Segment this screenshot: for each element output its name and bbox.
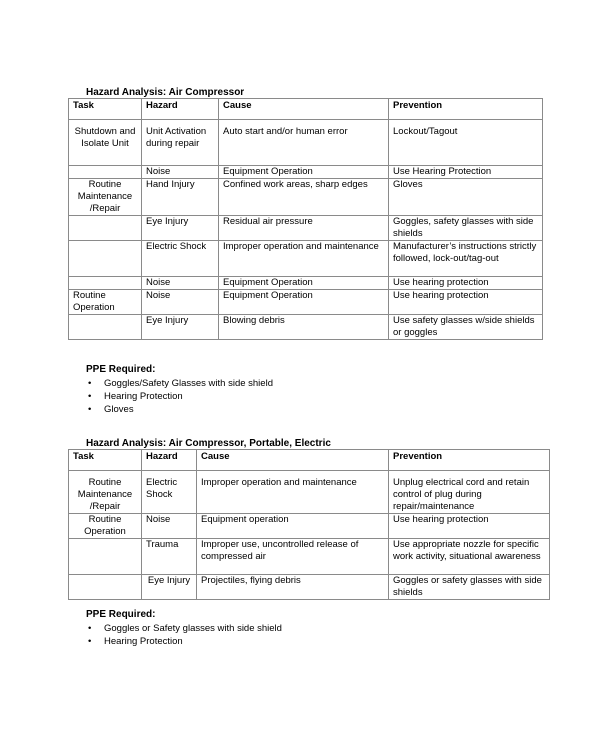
hazard-table-2 bbox=[68, 449, 550, 600]
table-row bbox=[69, 575, 550, 600]
prevention-cell: Unplug electrical cord and retain control of plug during repair/maintenance bbox=[389, 471, 550, 514]
ppe-required-title-2: PPE Required: bbox=[86, 609, 156, 620]
hazard-cell: Electric Shock bbox=[142, 471, 197, 514]
header-task: Task bbox=[69, 450, 142, 471]
list-item: • Goggles/Safety Glasses with side shield bbox=[88, 378, 273, 389]
ppe-list-1 bbox=[88, 377, 273, 416]
task-cell: Shutdown and Isolate Unit bbox=[69, 120, 142, 166]
cause-cell: Auto start and/or human error bbox=[219, 120, 389, 166]
table-row bbox=[69, 216, 543, 241]
cause-cell: Improper operation and maintenance bbox=[197, 471, 389, 514]
table-row bbox=[69, 277, 543, 290]
table-row bbox=[69, 539, 550, 575]
table-header-row bbox=[69, 99, 543, 120]
bullet-icon: • bbox=[88, 391, 92, 402]
table-row bbox=[69, 241, 543, 277]
header-prevention: Prevention bbox=[389, 99, 543, 120]
cause-cell: Blowing debris bbox=[219, 315, 389, 340]
task-cell bbox=[69, 241, 142, 277]
task-cell: Routine Operation bbox=[69, 290, 142, 315]
ppe-list-2 bbox=[88, 622, 282, 648]
task-cell bbox=[69, 575, 142, 600]
task-cell bbox=[69, 539, 142, 575]
hazard-table-1 bbox=[68, 98, 543, 340]
header-task: Task bbox=[69, 99, 142, 120]
prevention-cell: Use hearing protection bbox=[389, 290, 543, 315]
section-1-title: Hazard Analysis: Air Compressor bbox=[86, 87, 245, 98]
table-header-row bbox=[69, 450, 550, 471]
list-item: • Gloves bbox=[88, 404, 134, 415]
table-row bbox=[69, 471, 550, 514]
cause-cell: Equipment operation bbox=[197, 514, 389, 539]
hazard-cell: Unit Activation during repair bbox=[142, 120, 219, 166]
table-row bbox=[69, 120, 543, 166]
hazard-cell: Trauma bbox=[142, 539, 197, 575]
bullet-icon: • bbox=[88, 404, 92, 415]
task-cell bbox=[69, 166, 142, 179]
hazard-cell: Noise bbox=[142, 166, 219, 179]
task-cell bbox=[69, 277, 142, 290]
table-row bbox=[69, 179, 543, 216]
hazard-cell: Hand Injury bbox=[142, 179, 219, 216]
task-cell bbox=[69, 216, 142, 241]
task-cell: Routine Operation bbox=[69, 514, 142, 539]
cause-cell: Confined work areas, sharp edges bbox=[219, 179, 389, 216]
prevention-cell: Use hearing protection bbox=[389, 514, 550, 539]
list-item: • Hearing Protection bbox=[88, 636, 183, 647]
prevention-cell: Use safety glasses w/side shields or goggles bbox=[389, 315, 543, 340]
hazard-cell: Eye Injury bbox=[142, 315, 219, 340]
header-cause: Cause bbox=[219, 99, 389, 120]
task-cell: Routine Maintenance /Repair bbox=[69, 179, 142, 216]
header-hazard: Hazard bbox=[142, 450, 197, 471]
hazard-cell: Noise bbox=[142, 514, 197, 539]
bullet-icon: • bbox=[88, 636, 92, 647]
list-item: • Hearing Protection bbox=[88, 391, 183, 402]
header-hazard: Hazard bbox=[142, 99, 219, 120]
section-2-title: Hazard Analysis: Air Compressor, Portable, Electric bbox=[86, 438, 331, 449]
hazard-cell: Noise bbox=[142, 277, 219, 290]
table-row bbox=[69, 290, 543, 315]
bullet-icon: • bbox=[88, 378, 92, 389]
cause-cell: Improper operation and maintenance bbox=[219, 241, 389, 277]
prevention-cell: Use hearing protection bbox=[389, 277, 543, 290]
cause-cell: Residual air pressure bbox=[219, 216, 389, 241]
hazard-cell: Electric Shock bbox=[142, 241, 219, 277]
cause-cell: Equipment Operation bbox=[219, 166, 389, 179]
cause-cell: Equipment Operation bbox=[219, 290, 389, 315]
bullet-icon: • bbox=[88, 623, 92, 634]
cause-cell: Improper use, uncontrolled release of compressed air bbox=[197, 539, 389, 575]
hazard-cell: Noise bbox=[142, 290, 219, 315]
prevention-cell: Use appropriate nozzle for specific work activity, situational awareness bbox=[389, 539, 550, 575]
task-cell: Routine Maintenance /Repair bbox=[69, 471, 142, 514]
prevention-cell: Goggles or safety glasses with side shields bbox=[389, 575, 550, 600]
prevention-cell: Use Hearing Protection bbox=[389, 166, 543, 179]
prevention-cell: Lockout/Tagout bbox=[389, 120, 543, 166]
prevention-cell: Goggles, safety glasses with side shields bbox=[389, 216, 543, 241]
cause-cell: Projectiles, flying debris bbox=[197, 575, 389, 600]
hazard-cell: Eye Injury bbox=[142, 575, 197, 600]
table-row bbox=[69, 315, 543, 340]
prevention-cell: Manufacturer’s instructions strictly followed, lock-out/tag-out bbox=[389, 241, 543, 277]
table-row bbox=[69, 166, 543, 179]
header-cause: Cause bbox=[197, 450, 389, 471]
ppe-required-title-1: PPE Required: bbox=[86, 364, 156, 375]
hazard-cell: Eye Injury bbox=[142, 216, 219, 241]
header-prevention: Prevention bbox=[389, 450, 550, 471]
cause-cell: Equipment Operation bbox=[219, 277, 389, 290]
table-row bbox=[69, 514, 550, 539]
list-item: • Goggles or Safety glasses with side shield bbox=[88, 623, 282, 634]
task-cell bbox=[69, 315, 142, 340]
prevention-cell: Gloves bbox=[389, 179, 543, 216]
